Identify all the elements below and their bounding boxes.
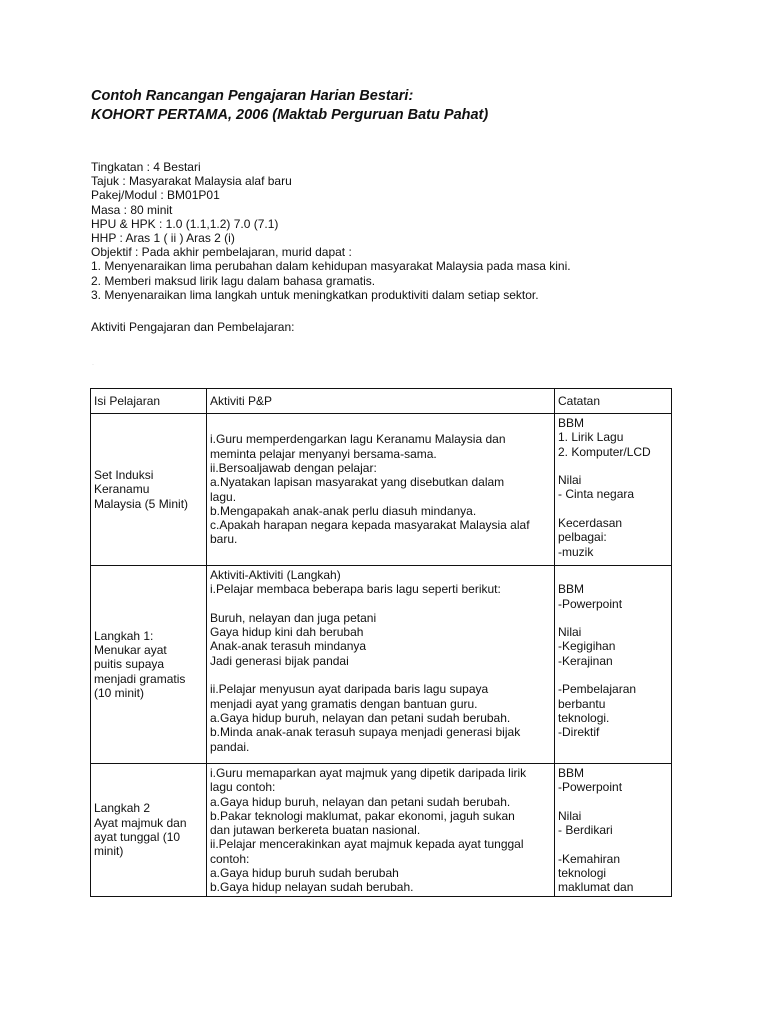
objective-2: 2. Memberi maksud lirik lagu dalam bahasa gramatis. bbox=[91, 273, 376, 288]
row-3-aktiviti-line: a.Gaya hidup buruh, nelayan dan petani sudah berubah. bbox=[210, 794, 511, 809]
row-1-aktiviti-line: c.Apakah harapan negara kepada masyarakat Malaysia alaf bbox=[210, 518, 530, 533]
row-1-catatan-line: 2. Komputer/LCD bbox=[558, 444, 651, 459]
activity-heading: Aktiviti Pengajaran dan Pembelajaran: bbox=[91, 320, 295, 334]
header-aktiviti bbox=[207, 389, 555, 414]
row-2-isi-line: (10 minit) bbox=[94, 685, 145, 700]
row-2-catatan-line: Nilai bbox=[558, 625, 582, 640]
row-2-aktiviti-line: Anak-anak terasuh mindanya bbox=[210, 639, 367, 654]
row-2-aktiviti-line: ii.Pelajar menyusun ayat daripada baris lagu supaya bbox=[210, 682, 489, 697]
info-tajuk: Tajuk : Masyarakat Malaysia alaf baru bbox=[91, 174, 292, 189]
row-2-catatan bbox=[555, 566, 672, 764]
row-1-catatan-line: pelbagai: bbox=[558, 530, 607, 545]
row-3-catatan-line bbox=[558, 795, 668, 809]
header-catatan bbox=[555, 389, 672, 414]
row-3-catatan-line: BBM bbox=[558, 766, 585, 780]
row-3-catatan-line: -Kemahiran bbox=[558, 851, 621, 866]
row-1-catatan-line: -muzik bbox=[558, 544, 594, 559]
row-3-aktiviti-line: b.Gaya hidup nelayan sudah berubah. bbox=[210, 880, 414, 895]
row-2-isi-line: Menukar ayat bbox=[94, 643, 167, 658]
objective-3: 3. Menyenaraikan lima langkah untuk meningkatkan produktiviti dalam setiap sektor. bbox=[91, 287, 539, 302]
row-3-aktiviti bbox=[207, 764, 555, 897]
row-1-aktiviti-line: meminta pelajar menyanyi bersama-sama. bbox=[210, 446, 437, 461]
tiny-mark: · bbox=[92, 362, 94, 368]
row-2-aktiviti-line bbox=[210, 597, 551, 611]
lesson-info bbox=[91, 160, 571, 302]
row-2-isi-line: Langkah 1: bbox=[94, 628, 154, 643]
title-line-2: KOHORT PERTAMA, 2006 (Maktab Perguruan Batu Pahat) bbox=[91, 107, 489, 123]
row-3-catatan bbox=[555, 764, 672, 897]
row-3-isi bbox=[91, 764, 207, 897]
row-3-isi-line: Ayat majmuk dan bbox=[94, 815, 187, 830]
row-3-catatan-line: teknologi bbox=[558, 866, 607, 881]
row-1-catatan-line: BBM bbox=[558, 416, 585, 430]
row-3-aktiviti-line: b.Pakar teknologi maklumat, pakar ekonomi, jaguh sukan bbox=[210, 808, 515, 823]
header-isi-pelajaran bbox=[91, 389, 207, 414]
row-1-catatan bbox=[555, 414, 672, 566]
row-3-aktiviti-line: i.Guru memaparkan ayat majmuk yang dipetik daripada lirik bbox=[210, 766, 527, 780]
row-3-aktiviti-line: contoh: bbox=[210, 851, 250, 866]
row-3-aktiviti-line: a.Gaya hidup buruh sudah berubah bbox=[210, 866, 399, 881]
row-1-aktiviti-line: baru. bbox=[210, 532, 238, 547]
row-1-isi-line: Set Induksi bbox=[94, 468, 154, 483]
row-2-aktiviti-line: pandai. bbox=[210, 739, 250, 754]
title-line-1: Contoh Rancangan Pengajaran Harian Bestari: bbox=[91, 88, 414, 104]
row-3-catatan-line bbox=[558, 837, 668, 851]
row-2-aktiviti-line: Aktiviti-Aktiviti (Langkah) bbox=[210, 568, 341, 582]
row-3-catatan-line: maklumat dan bbox=[558, 880, 634, 895]
row-1-isi-line: Keranamu bbox=[94, 482, 150, 497]
row-1-aktiviti-line: ii.Bersoaljawab dengan pelajar: bbox=[210, 460, 377, 475]
row-3-isi-line: minit) bbox=[94, 844, 124, 859]
info-objektif: Objektif : Pada akhir pembelajaran, murid dapat : bbox=[91, 245, 352, 260]
row-2-isi-line: menjadi gramatis bbox=[94, 671, 186, 686]
row-1-aktiviti-line: b.Mengapakah anak-anak perlu diasuh mindanya. bbox=[210, 503, 477, 518]
row-3-isi-line: ayat tunggal (10 bbox=[94, 830, 181, 844]
info-hpu-hpk: HPU & HPK : 1.0 (1.1,1.2) 7.0 (7.1) bbox=[91, 216, 279, 231]
row-2-aktiviti-line: Gaya hidup kini dah berubah bbox=[210, 625, 364, 640]
row-1-catatan-line bbox=[558, 502, 668, 516]
objective-1: 1. Menyenaraikan lima perubahan dalam kehidupan masyarakat Malaysia pada masa kini. bbox=[91, 259, 571, 274]
row-2-catatan-line: -Direktif bbox=[558, 725, 600, 740]
row-1-catatan-line: Kecerdasan bbox=[558, 516, 623, 531]
row-2-aktiviti-line: menjadi ayat yang gramatis dengan bantuan guru. bbox=[210, 696, 478, 711]
lesson-table bbox=[90, 388, 672, 897]
row-3-isi-line: Langkah 2 bbox=[94, 801, 151, 816]
row-1-isi-line: Malaysia (5 Minit) bbox=[94, 496, 189, 511]
header-catatan-label: Catatan bbox=[558, 393, 601, 408]
header-aktiviti-label: Aktiviti P&P bbox=[210, 393, 273, 408]
row-1-aktiviti-line: lagu. bbox=[210, 489, 237, 504]
header-isi-label: Isi Pelajaran bbox=[94, 393, 161, 408]
info-masa: Masa : 80 minit bbox=[91, 202, 173, 217]
row-2-aktiviti-line: a.Gaya hidup buruh, nelayan dan petani sudah berubah. bbox=[210, 710, 511, 725]
row-1-aktiviti-line: i.Guru memperdengarkan lagu Keranamu Malaysia dan bbox=[210, 432, 506, 447]
row-1-isi bbox=[91, 414, 207, 566]
row-1-catatan-line: 1. Lirik Lagu bbox=[558, 430, 624, 445]
row-1-catatan-line bbox=[558, 459, 668, 473]
row-2-aktiviti-line: Buruh, nelayan dan juga petani bbox=[210, 610, 377, 625]
document-title bbox=[91, 87, 488, 125]
row-2-isi bbox=[91, 566, 207, 764]
row-2-aktiviti-line bbox=[210, 668, 551, 682]
row-3-aktiviti-line: lagu contoh: bbox=[210, 780, 276, 795]
row-3-aktiviti-line: dan jutawan berkereta buatan nasional. bbox=[210, 823, 421, 838]
row-2-catatan-line: berbantu bbox=[558, 696, 606, 711]
row-2-aktiviti-line: Jadi generasi bijak pandai bbox=[210, 653, 349, 668]
row-3-catatan-line: -Powerpoint bbox=[558, 780, 623, 795]
row-1-catatan-line: Nilai bbox=[558, 473, 582, 488]
row-2-catatan-line: BBM bbox=[558, 582, 585, 597]
row-2-aktiviti-line: b.Minda anak-anak terasuh supaya menjadi generasi bijak bbox=[210, 725, 521, 740]
info-tingkatan: Tingkatan : 4 Bestari bbox=[91, 160, 201, 174]
row-2-aktiviti bbox=[207, 566, 555, 764]
row-2-catatan-line bbox=[558, 611, 668, 625]
row-1-aktiviti bbox=[207, 414, 555, 566]
row-2-catatan-line: -Pembelajaran bbox=[558, 682, 637, 697]
row-1-catatan-line: - Cinta negara bbox=[558, 487, 635, 502]
row-3-catatan-line: Nilai bbox=[558, 808, 582, 823]
row-2-catatan-line bbox=[558, 668, 668, 682]
row-1-aktiviti-line: a.Nyatakan lapisan masyarakat yang disebutkan dalam bbox=[210, 475, 505, 490]
row-2-catatan-line: -Kerajinan bbox=[558, 653, 613, 668]
row-2-catatan-line bbox=[558, 568, 668, 582]
row-2-catatan-line: -Powerpoint bbox=[558, 596, 623, 611]
info-hhp: HHP : Aras 1 ( ii ) Aras 2 (i) bbox=[91, 230, 235, 245]
row-2-catatan-line: teknologi. bbox=[558, 710, 610, 725]
row-2-isi-line: puitis supaya bbox=[94, 657, 165, 672]
info-pakej-modul: Pakej/Modul : BM01P01 bbox=[91, 188, 220, 203]
row-3-aktiviti-line: ii.Pelajar mencerakinkan ayat majmuk kepada ayat tunggal bbox=[210, 837, 524, 852]
row-3-catatan-line: - Berdikari bbox=[558, 823, 613, 838]
row-2-catatan-line: -Kegigihan bbox=[558, 639, 616, 654]
row-2-aktiviti-line: i.Pelajar membaca beberapa baris lagu seperti berikut: bbox=[210, 582, 501, 597]
